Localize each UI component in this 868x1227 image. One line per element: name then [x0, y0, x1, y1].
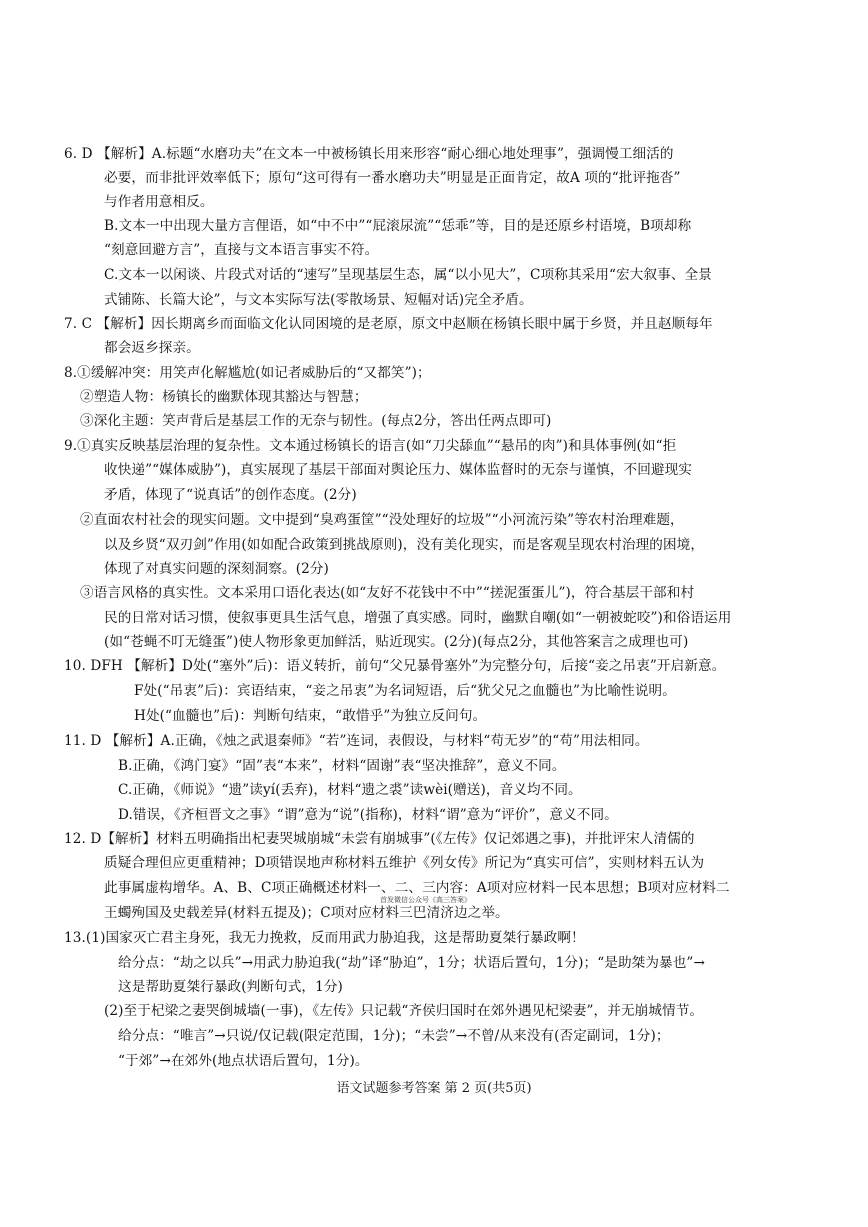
q8-line: 8.①缓解冲突：用笑声化解尴尬(如记者威胁后的“又都笑”)；: [64, 365, 431, 381]
watermark: 首发微信公众号《高三答案》: [380, 896, 471, 904]
q9-line: 9.①真实反映基层治理的复杂性。文本通过杨镇长的语言(如“刀尖舔血”“悬吊的肉”)和具体事例(如“拒: [64, 438, 677, 454]
q11-line: B.正确，《鸿门宴》“固”表“本来”，材料“固谢”表“坚决推辞”，意义不同。: [118, 758, 566, 774]
q6-line: 与作者用意相反。: [104, 194, 214, 210]
q13-line: (2)至于杞梁之妻哭倒城墙(一事)，《左传》只记载“齐侯归国时在郊外遇见杞梁妻”，并无崩城情节。: [104, 1003, 704, 1019]
q6-option-c: C.文本一以闲谈、片段式对话的“速写”呈现基层生态，属“以小见大”，C项称其采用“宏大叙事、全景: [104, 267, 712, 283]
q12-line: 12. D【解析】材料五明确指出杞妻哭城崩城“未尝有崩城事”(《左传》仅记郊遇之事)，并批评宋人清儒的: [64, 831, 695, 847]
page-footer: 语文试题参考答案 第 2 页(共5页): [336, 1081, 532, 1096]
q9-line: 收快递”“媒体威胁”)，真实展现了基层干部面对舆论压力、媒体监督时的无奈与谨慎，不回避现实: [104, 462, 692, 478]
q13-line: “于郊”→在郊外(地点状语后置句，1分)。: [118, 1053, 369, 1069]
q6-option-b: B.文本一中出现大量方言俚语，如“中不中”“屁滚尿流”“恁乖”等，目的是还原乡村语境，B项却称: [104, 218, 692, 234]
q13-line: 13.(1)国家灭亡君主身死，我无力挽救，反而用武力胁迫我，这是帮助夏桀行暴政啊！: [64, 930, 585, 946]
q10-line: H处(“血髓也”后)：判断句结束，“敢惜乎”为独立反问句。: [134, 708, 487, 724]
q13-line: 这是帮助夏桀行暴政(判断句式，1分): [118, 979, 343, 995]
q7-line: 7. C 【解析】因长期离乡而面临文化认同困境的是老原，原文中赵顺在杨镇长眼中属于乡贤，并且赵顺每年: [64, 316, 713, 332]
q9-line: ③语言风格的真实性。文本采用口语化表达(如“友好不花钱中不中”“搓泥蛋蛋儿”)，符合基层干部和村: [80, 585, 695, 601]
q10-line: 10. DFH 【解析】D处(“塞外”后)：语义转折，前句“父兄暴骨塞外”为完整分句，后接“妾之吊衷”开启新意。: [64, 658, 726, 674]
q12-line: 王蠋殉国及史载差异(材料五提及)；C项对应材料三巴清济边之举。: [104, 905, 509, 921]
q11-line: C.正确，《师说》“遗”读yí(丢弃)，材料“遗之裘”读wèi(赠送)，音义均不同。: [118, 782, 582, 798]
q8-line: ③深化主题：笑声背后是基层工作的无奈与韧性。(每点2分，答出任两点即可): [80, 413, 552, 429]
q6-line: 必要，而非批评效率低下；原句“这可得有一番水磨功夫”明显是正面肯定，故A 项的“批评拖沓”: [104, 170, 681, 186]
q9-line: 以及乡贤“双刃剑”作用(如如配合政策到挑战原则)，没有美化现实，而是客观呈现农村治理的困境，: [104, 537, 705, 553]
q9-line: 体现了对真实问题的深刻洞察。(2分): [104, 561, 329, 577]
q9-line: ②直面农村社会的现实问题。文中提到“臭鸡蛋筐”“没处理好的垃圾”“小河流污染”等农村治理难题，: [80, 512, 684, 528]
q6-line: 6. D 【解析】A.标题“水磨功夫”在文本一中被杨镇长用来形容“耐心细心地处理事”，强调慢工细活的: [64, 146, 674, 162]
q9-line: (如“苍蝇不叮无缝蛋”)使人物形象更加鲜活，贴近现实。(2分)(每点2分，其他答案言之成理也可): [104, 634, 689, 650]
q13-line: 给分点：“唯言”→只说/仅记载(限定范围，1分)；“未尝”→不曾/从来没有(否定副词，1分)；: [118, 1028, 670, 1044]
q12-line: 此事属虚构增华。A、B、C项正确概述材料一、二、三内容：A项对应材料一民本思想；B项对应材料二: [104, 880, 730, 896]
q6-option-c: 式铺陈、长篇大论”，与文本实际写法(零散场景、短幅对话)完全矛盾。: [104, 292, 533, 308]
q7-line: 都会返乡探亲。: [104, 340, 200, 356]
q11-line: 11. D 【解析】A.正确，《烛之武退秦师》“若”连词，表假设，与材料“苟无岁”的“苟”用法相同。: [64, 733, 649, 749]
q10-line: F处(“吊衷”后)：宾语结束，“妾之吊衷”为名词短语，后“犹父兄之血髓也”为比喻性说明。: [134, 683, 676, 699]
q11-line: D.错误，《齐桓晋文之事》“谓”意为“说”(指称)，材料“谓”意为“评价”，意义不同。: [118, 807, 618, 823]
q8-line: ②塑造人物：杨镇长的幽默体现其豁达与智慧；: [80, 389, 368, 405]
q9-line: 民的日常对话习惯，使叙事更具生活气息，增强了真实感。同时，幽默自嘲(如“一朝被蛇咬”)和俗语运用: [104, 610, 732, 626]
q12-line: 质疑合理但应更重精神；D项错误地声称材料五维护《列女传》所记为“真实可信”，实则材料五认为: [104, 855, 705, 871]
q9-line: 矛盾，体现了“说真话”的创作态度。(2分): [104, 487, 357, 503]
q13-line: 给分点：“劫之以兵”→用武力胁迫我(“劫”译“胁迫”，1分；状语后置句，1分)；“是助桀为暴也”→: [118, 955, 705, 971]
q6-option-b: “刻意回避方言”，直接与文本语言事实不符。: [104, 242, 379, 258]
